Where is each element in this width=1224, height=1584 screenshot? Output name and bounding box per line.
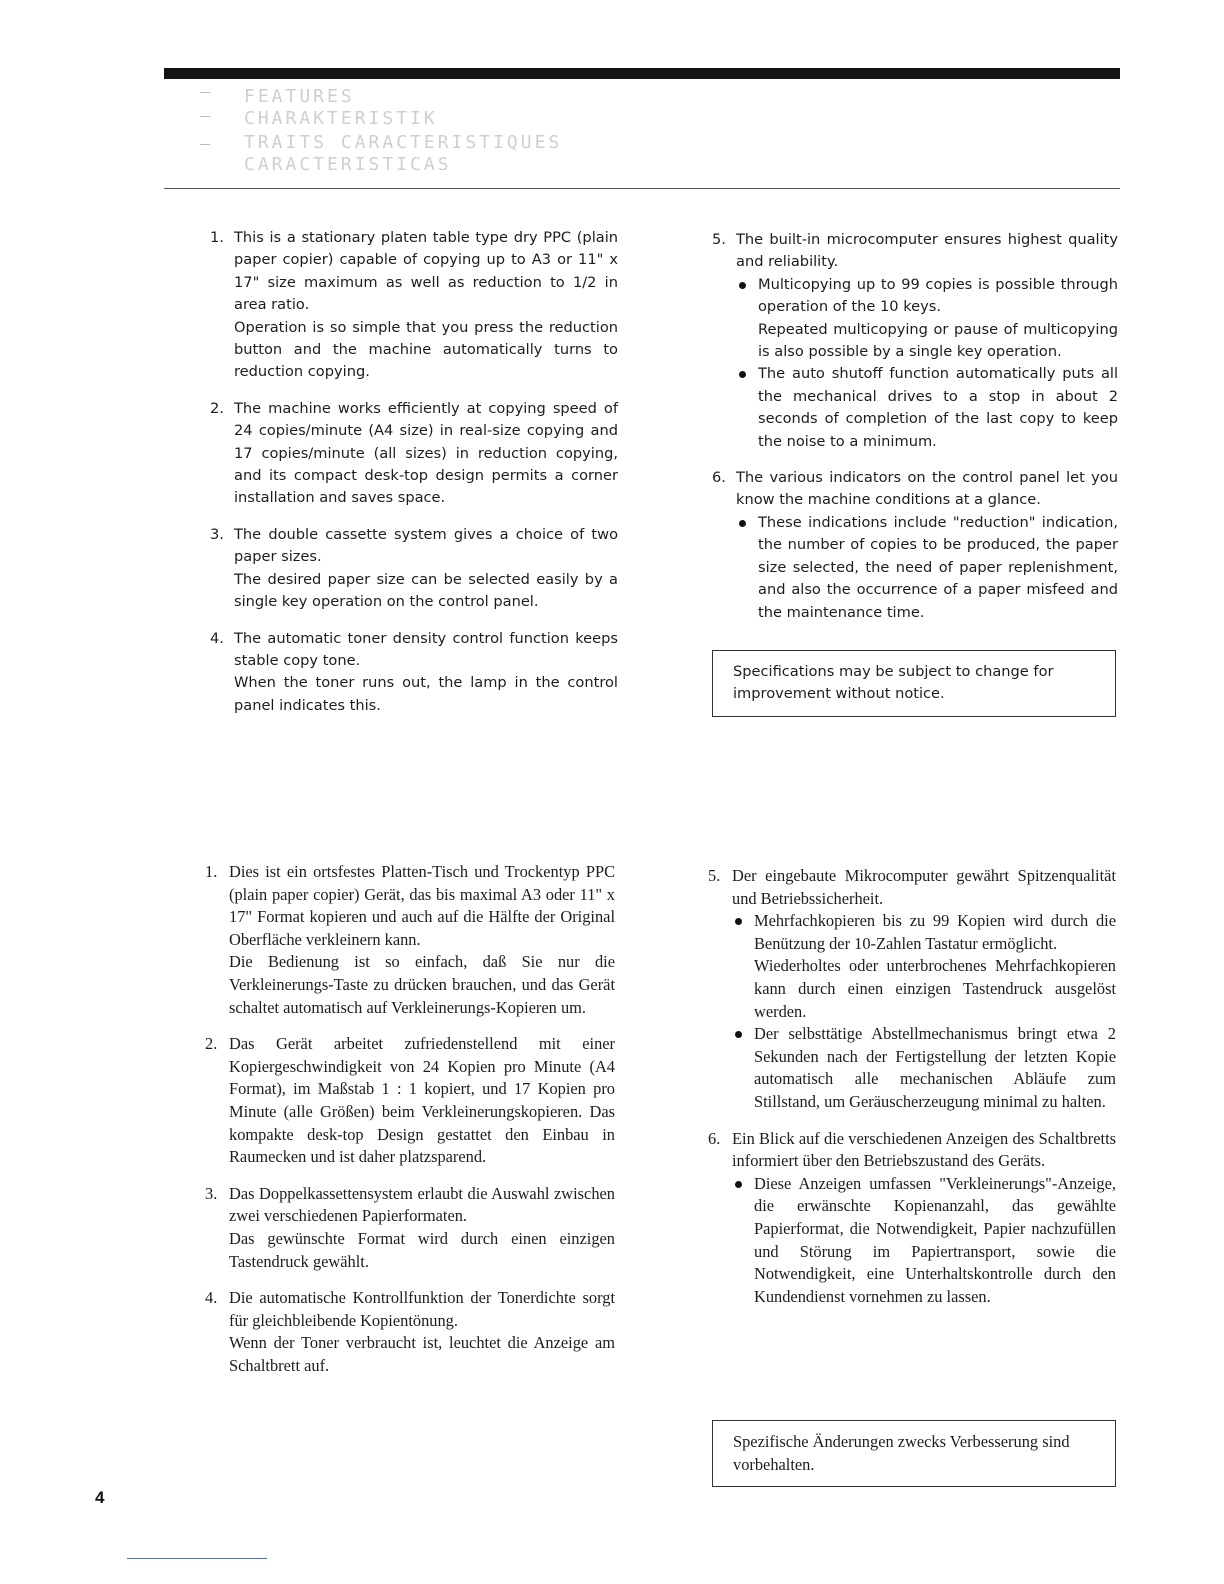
bullet-text: Repeated multicopying or pause of multicopying is also possible by a single key operation. — [758, 320, 1118, 361]
feature-item — [708, 865, 1116, 1114]
bullet-text: Mehrfachkopieren bis zu 99 Kopien wird durch die Benützung der 10-Zahlen Tastatur ermöglicht. — [754, 911, 1116, 953]
item-paragraph: Ein Blick auf die verschiedenen Anzeigen des Schaltbretts informiert über den Betriebszustand des Geräts. — [732, 1128, 1116, 1171]
bullet-item — [732, 1173, 1116, 1309]
item-paragraph: This is a stationary platen table type dry PPC (plain paper copier) capable of copying up to A3 or 11" x 17" size maximum as well as reduction to 1/2 in area ratio. — [234, 229, 618, 314]
item-paragraph: When the toner runs out, the lamp in the control panel indicates this. — [234, 674, 618, 714]
notice-box — [712, 1420, 1116, 1487]
bullet-text: Wiederholtes oder unterbrochenes Mehrfachkopieren kann durch einen einzigen Tastendruck ausgelöst werden. — [754, 956, 1116, 1021]
item-paragraph: Das Doppelkassettensystem erlaubt die Auswahl zwischen zwei verschiedenen Papierformaten. — [229, 1183, 615, 1226]
item-paragraph: The double cassette system gives a choice of two paper sizes. — [234, 525, 618, 566]
item-number: 1. — [210, 229, 224, 246]
bullet-text: Diese Anzeigen umfassen "Verkleinerungs"-Anzeige, die erwänschte Kopienanzahl, das gewählte Papierformat, die Notwendigkeit, Papier nachzufüllen und Störung im Papiertransport, sowie die Notwendigkeit, eine Unterhaltskontrolle durch den Kundendienst vornehmen zu lassen. — [754, 1173, 1116, 1306]
feature-item — [210, 398, 618, 510]
item-paragraph: Das Gerät arbeitet zufriedenstellend mit einer Kopiergeschwindigkeit von 24 Kopien pro Minute (A4 Format), im Maßstab 1 : 1 kopiert, und 17 Kopien pro Minute (alle Größen) beim Verkleinerungskopieren. Das kompakte desk-top Design gestattet den Einbau in Raumecken und ist daher platzsparend. — [229, 1034, 615, 1167]
bottom-rule — [127, 1558, 267, 1559]
item-paragraph: The automatic toner density control function keeps stable copy tone. — [234, 629, 618, 669]
item-paragraph: Der eingebaute Mikrocomputer gewährt Spitzenqualität und Betriebssicherheit. — [732, 866, 1116, 908]
item-number: 3. — [210, 525, 224, 543]
feature-item — [205, 1287, 615, 1377]
feature-item — [210, 524, 618, 614]
item-paragraph: The built-in microcomputer ensures highest quality and reliability. — [736, 231, 1118, 271]
bullet-text: Der selbsttätige Abstellmechanismus bringt etwa 2 Sekunden nach der Fertigstellung der letzten Kopie automatisch alle mechanischen Abläufe zum Stillstand, um Geräuscherzeugung minimal zu halten. — [754, 1024, 1116, 1111]
bullet-text: These indications include "reduction" indication, the number of copies to be produced, the paper size selected, the need of paper replenishment, and also the occurrence of a paper misfeed and the maintenance time. — [758, 513, 1118, 621]
item-number: 1. — [205, 862, 218, 881]
german-left-column — [205, 861, 615, 1391]
item-number: 5. — [708, 866, 721, 885]
bullet-item — [736, 512, 1118, 624]
bullet-icon — [739, 282, 746, 289]
bullet-item — [736, 274, 1118, 364]
item-paragraph: Dies ist ein ortsfestes Platten-Tisch und Trockentyp PPC (plain paper copier) Gerät, das bis maximal A3 oder 11" x 17" Format kopieren und auch auf die Hälfte der Original Oberfläche verkleinern kann. — [229, 862, 615, 949]
item-paragraph: Die Bedienung ist so einfach, daß Sie nur die Verkleinerungs-Taste zu drücken brauchen, und das Gerät schaltet automatisch auf Verkleinerungs-Kopieren um. — [229, 952, 615, 1017]
feature-item — [210, 227, 618, 384]
feature-item — [708, 1128, 1116, 1309]
bullet-icon — [735, 918, 742, 925]
header-line: CARACTERISTICAS — [244, 154, 452, 175]
item-number: 2. — [210, 399, 224, 417]
bullet-icon — [739, 520, 746, 527]
bullet-item — [732, 910, 1116, 1023]
bullet-text: The auto shutoff function automatically puts all the mechanical drives to a stop in about 2 seconds of completion of the last copy to keep the noise to a minimum. — [758, 365, 1118, 450]
item-paragraph: The machine works efficiently at copying speed of 24 copies/minute (A4 size) in real-size copying and 17 copies/minute (all sizes) in reduction copying, and its compact desk-top design permits a corner installation and saves space. — [234, 399, 618, 507]
notice-text: Specifications may be subject to change for improvement without notice. — [733, 663, 1054, 703]
item-paragraph: The desired paper size can be selected easily by a single key operation on the control panel. — [234, 570, 618, 611]
notice-text: Spezifische Änderungen zwecks Verbesserung sind vorbehalten. — [733, 1432, 1070, 1474]
feature-item — [205, 861, 615, 1019]
feature-item — [712, 229, 1118, 453]
item-number: 4. — [205, 1288, 218, 1308]
item-paragraph: Operation is so simple that you press the reduction button and the machine automatically turns to reduction copying. — [234, 318, 618, 381]
header-marks — [200, 86, 214, 166]
header-line: CHARAKTERISTIK — [244, 108, 438, 129]
section-header — [200, 86, 700, 178]
item-paragraph: The various indicators on the control panel let you know the machine conditions at a glance. — [736, 469, 1118, 509]
german-right-column — [708, 865, 1116, 1322]
item-number: 2. — [205, 1034, 218, 1054]
item-paragraph: Wenn der Toner verbraucht ist, leuchtet die Anzeige am Schaltbrett auf. — [229, 1333, 615, 1375]
item-paragraph: Die automatische Kontrollfunktion der Tonerdichte sorgt für gleichbleibende Kopientönung. — [229, 1288, 615, 1330]
header-line: TRAITS CARACTERISTIQUES — [244, 132, 563, 153]
bullet-item — [732, 1023, 1116, 1113]
item-number: 4. — [210, 629, 224, 647]
notice-box — [712, 650, 1116, 717]
top-rule — [164, 68, 1120, 79]
page-number: 4 — [95, 1488, 105, 1507]
bullet-text: Multicopying up to 99 copies is possible through operation of the 10 keys. — [758, 275, 1118, 316]
feature-item — [205, 1183, 615, 1273]
english-left-column — [210, 227, 618, 731]
item-number: 3. — [205, 1183, 218, 1203]
feature-item — [205, 1033, 615, 1169]
english-right-column — [712, 229, 1118, 638]
item-paragraph: Das gewünschte Format wird durch einen einzigen Tastendruck gewählt. — [229, 1228, 615, 1271]
header-line: FEATURES — [244, 86, 355, 107]
bullet-icon — [739, 371, 746, 378]
bullet-item — [736, 363, 1118, 453]
item-number: 6. — [708, 1128, 721, 1148]
item-number: 6. — [712, 469, 726, 487]
bullet-icon — [735, 1181, 742, 1188]
header-rule — [164, 188, 1120, 189]
feature-item — [712, 467, 1118, 624]
feature-item — [210, 628, 618, 718]
bullet-icon — [735, 1031, 742, 1038]
item-number: 5. — [712, 231, 726, 248]
